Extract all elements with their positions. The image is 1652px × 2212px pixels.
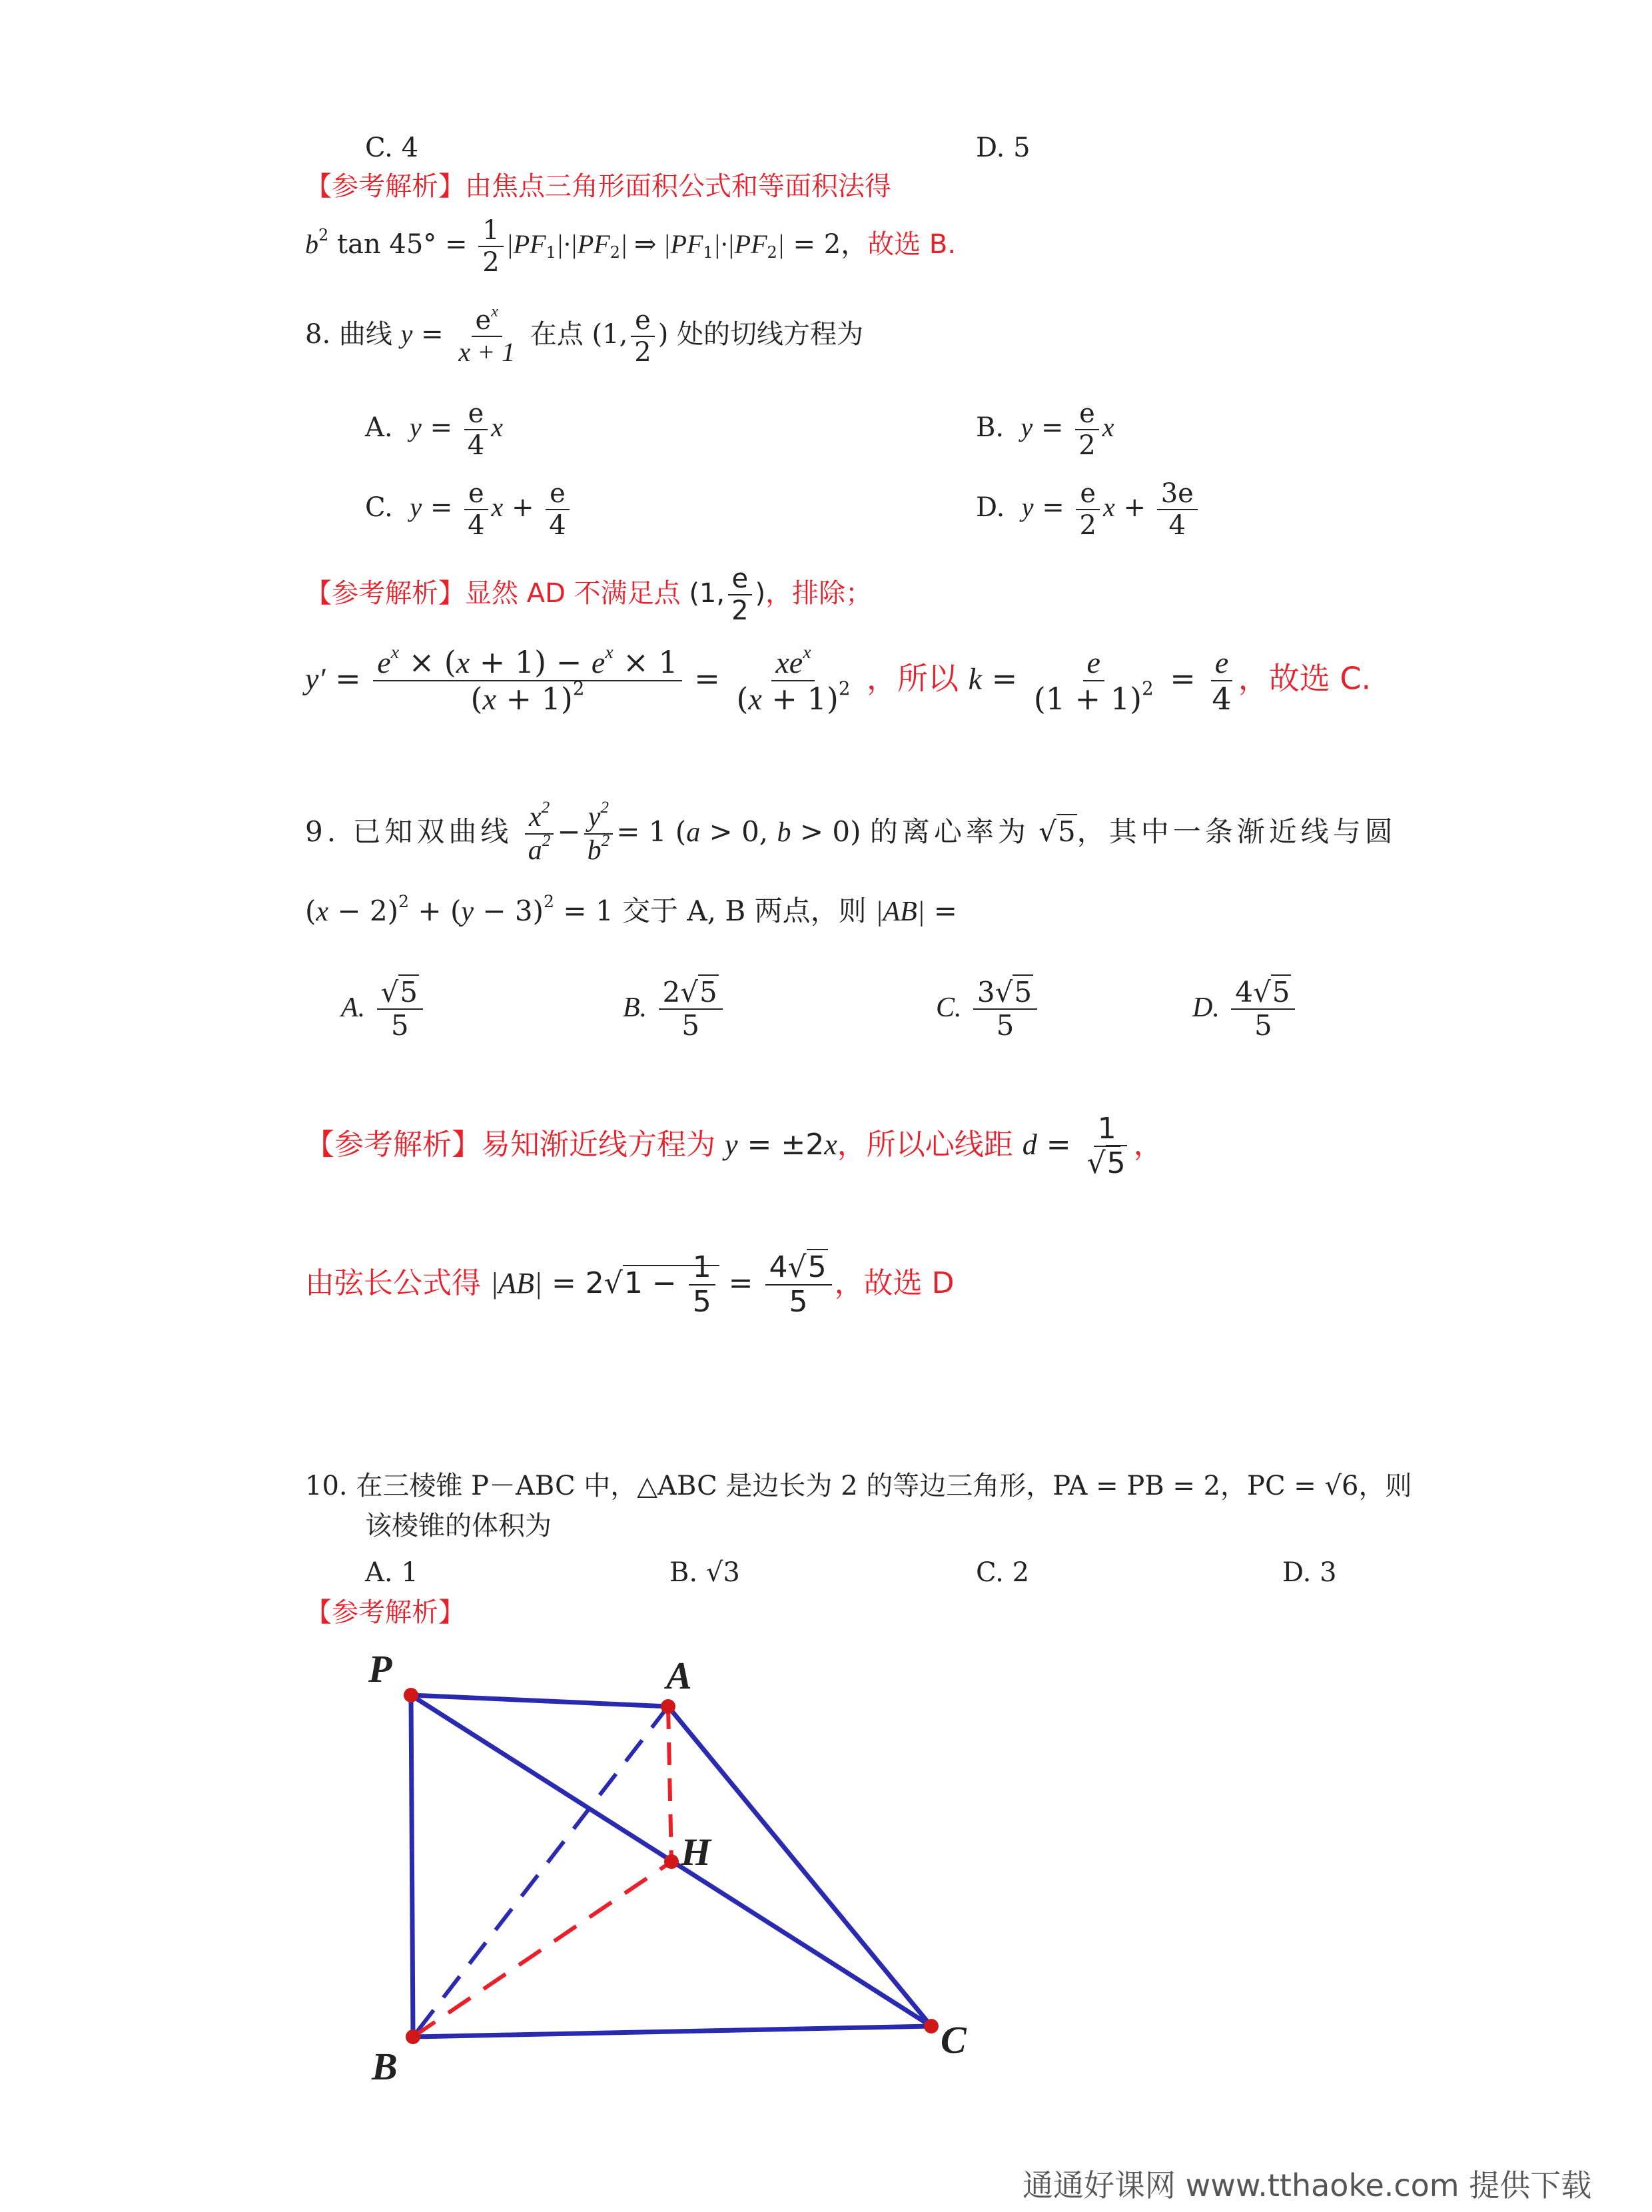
option-letter: B. (623, 992, 647, 1024)
analysis-text: 易知渐近线方程为 (481, 1128, 715, 1162)
q9-stem-line2: $(x - 2)^2 + (y - 3)^2 = 1$ 交于 A, B 两点，则 |AB| = (305, 891, 957, 927)
q9-option-b: B. $\frac{2√5}{5}$ (623, 978, 725, 1040)
q9-option-c: C. $\frac{3√5}{5}$ (936, 978, 1040, 1040)
option-letter: C. (365, 492, 393, 523)
q9-answer: ，故选 D (834, 1266, 955, 1301)
q10-stem-line2: 该棱锥的体积为 (365, 1511, 552, 1541)
edge-pa (411, 1695, 668, 1706)
analysis-text: 由焦点三角形面积公式和等面积法得 (465, 171, 891, 202)
analysis-text: 显然 AD 不满足点 (465, 578, 681, 609)
analysis-label: 【参考解析】 (305, 171, 465, 202)
deriv-mid-text: ，所以 (867, 660, 959, 697)
label-b: B (372, 2045, 398, 2088)
label-p: P (368, 1647, 392, 1690)
analysis-mid: ，所以心线距 (837, 1128, 1013, 1162)
label-c: C (941, 2018, 967, 2061)
q8-option-c: C. y = $\frac{e}{4}$ x + $\frac{e}{4}$ (365, 480, 573, 540)
q9-chord: 由弦长公式得 |AB| = 2√1 − $\frac{1}{5}$ = $\frac{4√5}{5}$ ，故选 D (305, 1250, 955, 1319)
analysis-tail: ，排除； (765, 578, 873, 609)
option-letter: D. (976, 492, 1005, 523)
q8-stem-prefix: 8. 曲线 (305, 319, 392, 350)
q10-option-c: C. 2 (976, 1557, 1030, 1588)
q8-stem: 8. 曲线 y = $\frac{e^x}{x + 1}$ 在点 (1, $\frac{e}{2}$ ) 处的切线方程为 (305, 302, 864, 368)
q10-option-d: D. 3 (1282, 1557, 1337, 1588)
footer-watermark: 通通好课网 www.tthaoke.com 提供下载 (1023, 2167, 1592, 2203)
q9-stem-line1: 9. 已知双曲线 $\frac{x^2}{a^2}$ − $\frac{y^2}{b^2}$ = 1 (a > 0, b > 0) 的离心率为 √5，其中一条渐近线与圆 (305, 798, 1397, 867)
option-letter: B. (976, 412, 1005, 443)
q8-option-b: B. y = $\frac{e}{2}$ x (976, 398, 1114, 461)
q8-analysis: 【参考解析】显然 AD 不满足点 (1, $\frac{e}{2}$ )，排除； (305, 563, 873, 626)
q8-stem-suffix: 处的切线方程为 (677, 319, 864, 350)
vertex-c (924, 2019, 939, 2033)
vertex-a (661, 1699, 675, 1714)
edge-ab-hidden (413, 1706, 668, 2037)
vertex-b (406, 2029, 420, 2044)
segment-ah (668, 1706, 671, 1862)
q10-stem-line1: 10. 在三棱锥 P－ABC 中，△ABC 是边长为 2 的等边三角形，PA = PB = 2，PC = √6，则 (305, 1471, 1412, 1501)
q9-stem-line2-text: 交于 A, B 两点，则 (622, 895, 867, 927)
label-a: A (666, 1654, 692, 1697)
option-letter: C. (936, 992, 962, 1024)
q8-answer: ，故选 C. (1238, 660, 1372, 697)
analysis-label: 【参考解析】 (305, 1128, 481, 1162)
q9-analysis: 【参考解析】易知渐近线方程为 y = ±2x，所以心线距 d = $\frac{1}{√5}$ ， (305, 1112, 1163, 1181)
label-h: H (681, 1830, 711, 1874)
option-letter: D. (1192, 992, 1220, 1024)
chord-text: 由弦长公式得 (305, 1266, 481, 1301)
q8-option-d: D. y = $\frac{e}{2}$ x + $\frac{3e}{4}$ (976, 480, 1200, 540)
q10-analysis-label: 【参考解析】 (305, 1597, 465, 1628)
q9-option-d: D. $\frac{4√5}{5}$ (1192, 978, 1298, 1040)
q8-option-a: A. y = $\frac{e}{4}$ x (365, 398, 503, 461)
segment-bh (413, 1862, 671, 2037)
vertex-p (404, 1688, 418, 1702)
q10-option-b: B. √3 (669, 1557, 740, 1588)
q9-stem-suffix: ，其中一条渐近线与圆 (1076, 815, 1397, 849)
q7-option-c: C. 4 (365, 133, 419, 163)
q10-option-a: A. 1 (365, 1557, 418, 1588)
q9-stem-mid: 的离心率为 (869, 815, 1030, 849)
vertex-h (664, 1854, 679, 1869)
edge-bc (413, 2026, 931, 2037)
q7-formula: $b^2$ tan 45° = $\frac{1}{2}$ $|PF_1|\cdot|PF_2|$ ⇒ $|PF_1|\cdot|PF_2| = 2$，故选 B. (305, 215, 957, 278)
q8-stem-mid: 在点 (530, 319, 584, 350)
q7-option-d: D. 5 (976, 133, 1031, 163)
q9-stem-prefix: 9. 已知双曲线 (305, 815, 513, 849)
option-letter: A. (365, 412, 393, 443)
edge-pb (411, 1695, 413, 2037)
q7-answer: 故选 B. (867, 229, 957, 260)
q9-option-a: A. $\frac{√5}{5}$ (341, 978, 426, 1040)
analysis-label: 【参考解析】 (305, 578, 465, 609)
option-letter: A. (341, 992, 366, 1024)
q8-derivative: y′ = $\frac{e^x \times (x + 1) - e^x \times 1}{(x + 1)^2}$ = $\frac{xe^x}{(x + 1)^2}$ ，所以 k = $\frac{e}{(1 + 1)^2}$ = $\frac{e}{4}$ ，故选 C. (305, 641, 1372, 717)
